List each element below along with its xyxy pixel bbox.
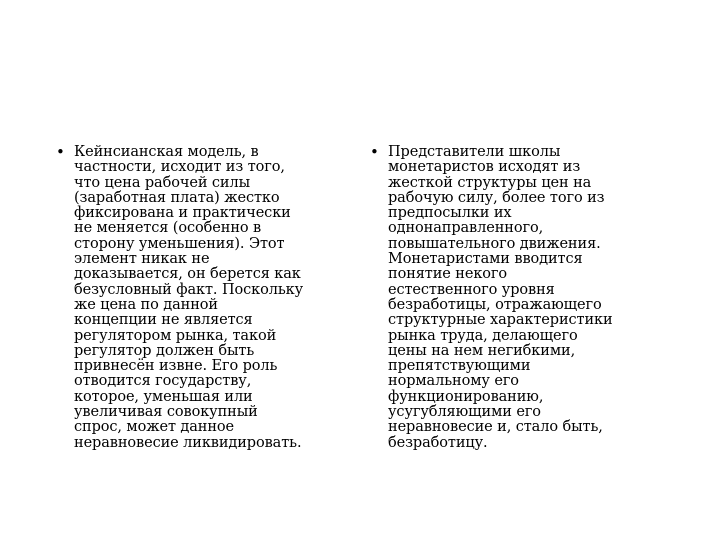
right-column — [370, 145, 666, 451]
left-column — [56, 145, 356, 451]
bullet-icon: • — [370, 143, 379, 161]
right-column-text: Представители школы монетаристов исходят из жесткой структуры цен на рабочую силу, более того из предпосылки их однонаправленного, повышательного движения. Монетаристами вводится понятие некого естественного уровня безработицы, отражающего структурные характеристики рынка труда, делающего цены на нем негибкими, препятствующими нормальному его функционированию, усугубляющими его неравновесие и, стало быть, безработицу. — [388, 144, 613, 451]
bullet-icon: • — [56, 143, 65, 161]
left-column-text: Кейнсианская модель, в частности, исходит из того, что цена рабочей силы (заработная плата) жестко фиксирована и практически не меняется (особенно в сторону уменьшения). Этот элемент никак не доказывается, он берется как безусловный факт. Поскольку же цена по данной концепции не является регулятором рынка, такой регулятор должен быть привнесён извне. Его роль отводится государству, которое, уменьшая или увеличивая совокупный спрос, может данное неравновесие ликвидировать. — [74, 144, 304, 451]
